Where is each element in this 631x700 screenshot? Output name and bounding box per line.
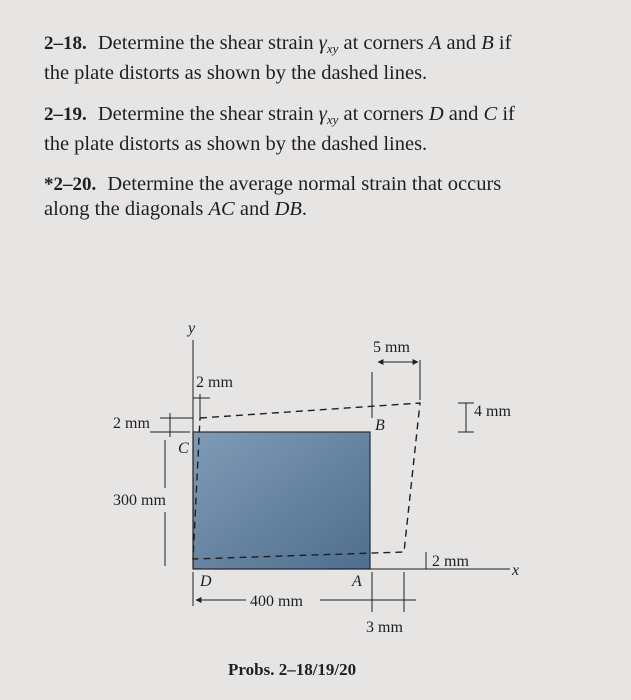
corner-a-label: A [352, 573, 362, 590]
x-axis-label: x [512, 562, 520, 579]
problem-number: 2–18. [44, 33, 87, 54]
y-axis-label: y [188, 320, 196, 337]
dim-300mm-label: 300 mm [113, 492, 166, 509]
problem-2-19: 2–19. Determine the shear strain $\gamma_{xy}$ at corners D and C if the plate distorts as shown by the dashed lines. [44, 103, 515, 155]
dim-2mm-left-label: 2 mm [113, 415, 150, 432]
problem-text-line2: the plate distorts as shown by the dashed lines. [44, 62, 428, 84]
corner-d-label: D [200, 573, 212, 590]
corner-b-label: B [375, 417, 385, 434]
plate [193, 432, 370, 569]
problem-number: 2–19. [44, 104, 87, 125]
dim-2mm-right-label: 2 mm [432, 553, 469, 570]
figure-caption: Probs. 2–18/19/20 [228, 660, 357, 679]
problem-text-line2: the plate distorts as shown by the dashed lines. [44, 133, 428, 155]
dim-3mm-label: 3 mm [366, 619, 403, 636]
dim-2mm-top-label: 2 mm [196, 374, 233, 391]
problem-2-18: 2–18. Determine the shear strain $\gamma_{xy}$ at corners A and B if the plate distorts as shown by the dashed lines. [44, 32, 512, 84]
dim-5mm-label: 5 mm [373, 339, 410, 356]
problem-2-20: *2–20. Determine the average normal strain that occurs along the diagonals AC and DB. [44, 173, 502, 220]
dim-400mm-label: 400 mm [250, 593, 303, 610]
problem-number: *2–20. [44, 174, 97, 195]
dim-4mm-label: 4 mm [474, 403, 511, 420]
corner-c-label: C [178, 440, 189, 457]
